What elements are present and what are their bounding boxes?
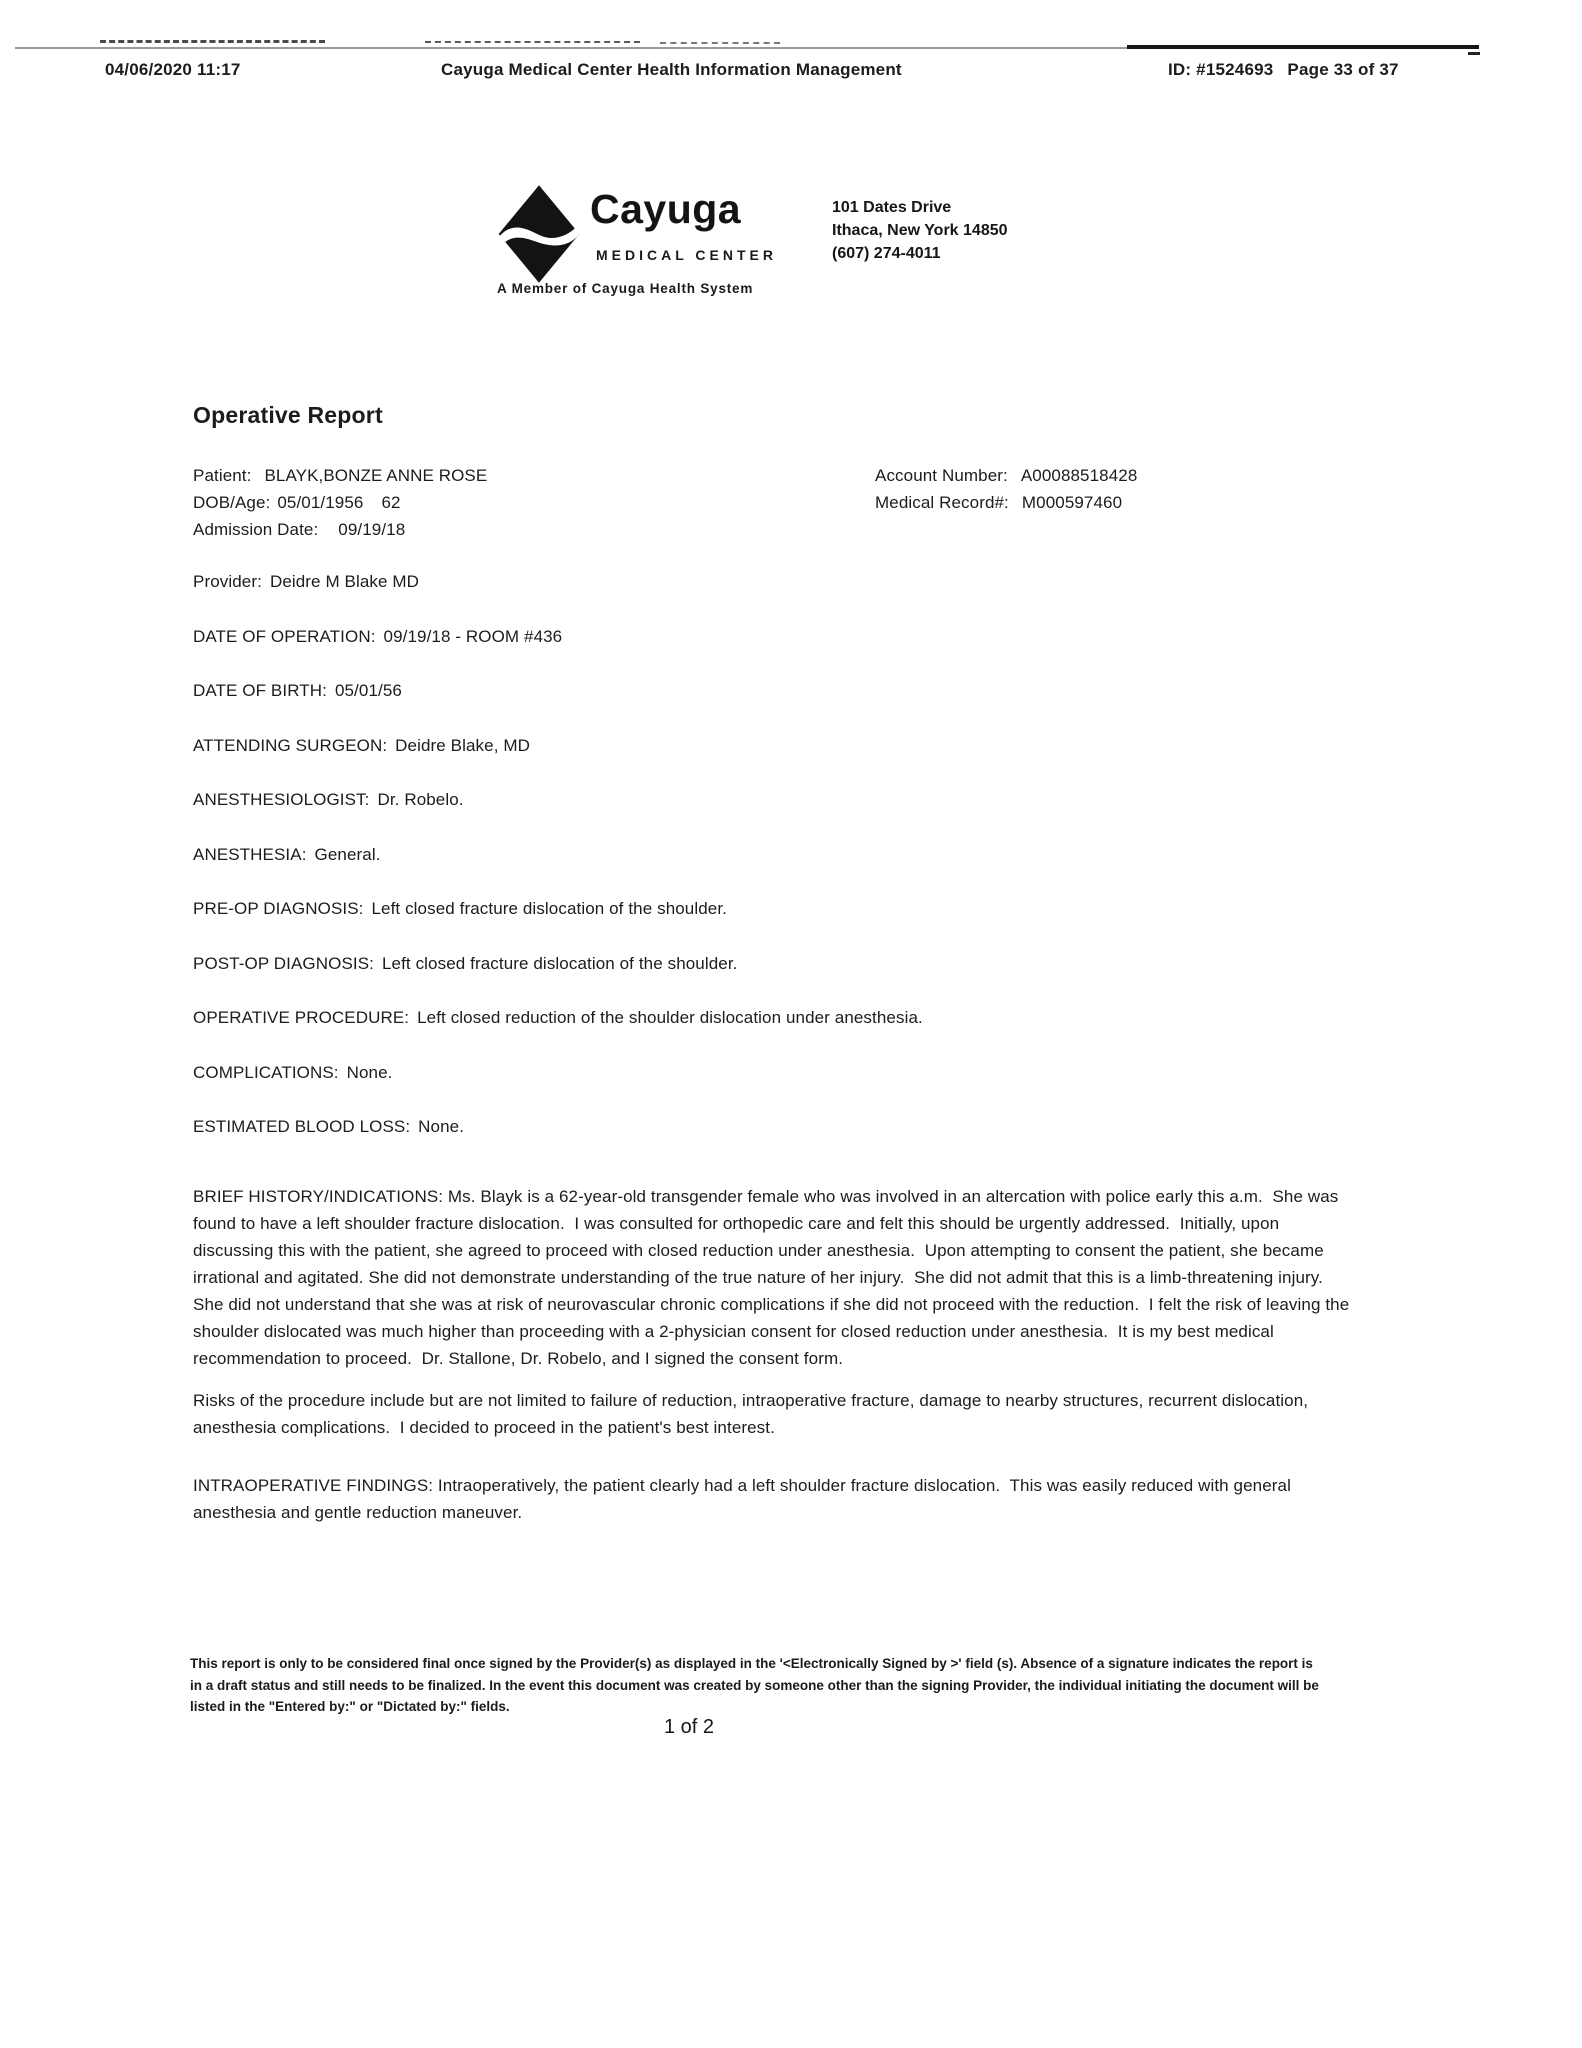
address-line: (607) 274-4011	[832, 245, 941, 262]
age-value: 62	[381, 493, 401, 512]
report-body	[193, 404, 1358, 1541]
field-post-op-diagnosis	[193, 953, 1358, 975]
admission-label: Admission Date:	[193, 520, 319, 539]
scan-artifact-dashes	[425, 41, 640, 43]
field-value: 05/01/56	[334, 681, 402, 700]
field-operative-procedure	[193, 1007, 1358, 1029]
field-label: OPERATIVE PROCEDURE:	[193, 1008, 410, 1027]
field-value: Left closed fracture dislocation of the shoulder.	[371, 899, 727, 918]
account-label: Account Number:	[875, 466, 1008, 485]
scan-center-title: Cayuga Medical Center Health Information Management	[441, 60, 902, 79]
field-anesthesiologist	[193, 789, 1358, 811]
field-date-of-operation	[193, 626, 1358, 648]
field-label: Provider:	[193, 572, 262, 591]
field-value: None.	[418, 1117, 465, 1136]
patient-name: BLAYK,BONZE ANNE ROSE	[264, 466, 488, 485]
field-date-of-birth	[193, 680, 1358, 702]
paragraph-text: Ms. Blayk is a 62-year-old transgender female who was involved in an altercation with police early this a.m. She was found to have a left shoulder fracture dislocation. I was consulted for orthopedic care and felt this should be urgently addressed. Initially, upon discussing this with the patient, she agreed to proceed with closed reduction under anesthesia. Upon attempting to consent the patient, she became irrational and agitated. She did not demonstrate understanding of the true nature of her injury. She did not admit that this is a limb-threatening injury. She did not understand that she was at risk of neurovascular chronic complications if she did not proceed with the reduction. I felt the risk of leaving the shoulder dislocated was much higher than proceeding with a 2-physician consent for closed reduction under anesthesia. It is my best medical recommendation to proceed. Dr. Stallone, Dr. Robelo, and I signed the consent form.	[193, 1187, 1355, 1368]
account-line	[875, 462, 1358, 489]
field-value: 09/19/18 - ROOM #436	[383, 626, 563, 646]
dob-value: 05/01/1956	[277, 493, 364, 512]
mrn-label: Medical Record#:	[875, 493, 1009, 512]
scan-id-page	[1168, 60, 1399, 80]
field-label: DATE OF OPERATION:	[193, 626, 376, 646]
field-pre-op-diagnosis	[193, 898, 1358, 920]
patient-info-left	[193, 462, 875, 543]
field-provider	[193, 571, 1358, 593]
paragraph-intraoperative-findings	[193, 1472, 1358, 1526]
paragraph-label: BRIEF HISTORY/INDICATIONS:	[193, 1187, 444, 1206]
paragraph-brief-history	[193, 1183, 1358, 1372]
patient-line	[193, 462, 875, 489]
patient-label: Patient:	[193, 466, 252, 485]
paragraph-text: Intraoperatively, the patient clearly had a left shoulder fracture dislocation. This was easily reduced with general anesthesia and gentle reduction maneuver.	[193, 1476, 1296, 1522]
field-value: General.	[314, 844, 381, 864]
report-title: Operative Report	[193, 402, 383, 428]
field-value: Left closed reduction of the shoulder dislocation under anesthesia.	[417, 1008, 923, 1027]
account-value: A00088518428	[1020, 466, 1138, 485]
paragraph-text: Risks of the procedure include but are not limited to failure of reduction, intraoperative fracture, damage to nearby structures, recurrent dislocation, anesthesia complications. I decided to proceed in the patient's best interest.	[193, 1391, 1313, 1437]
field-value: None.	[346, 1062, 393, 1082]
field-label: ANESTHESIA:	[193, 844, 307, 864]
page-number: 1 of 2	[664, 1716, 715, 1738]
cayuga-diamond-logo-icon	[497, 182, 581, 286]
letterhead-name: Cayuga	[590, 186, 742, 232]
field-label: DATE OF BIRTH:	[193, 681, 327, 700]
field-label: PRE-OP DIAGNOSIS:	[193, 899, 364, 918]
field-value: Deidre M Blake MD	[269, 572, 420, 591]
paragraph-risks	[193, 1387, 1358, 1441]
scan-artifact-dashes	[100, 40, 325, 43]
address-line: Ithaca, New York 14850	[832, 222, 1008, 239]
page-info: Page 33 of 37	[1287, 60, 1399, 79]
field-estimated-blood-loss	[193, 1116, 1358, 1138]
letterhead-tagline: A Member of Cayuga Health System	[497, 281, 754, 296]
scan-artifact-dashes	[660, 42, 780, 44]
doc-id: ID: #1524693	[1168, 60, 1274, 79]
scan-artifact-line	[1127, 45, 1479, 49]
field-label: ESTIMATED BLOOD LOSS:	[193, 1117, 411, 1136]
field-complications	[193, 1062, 1358, 1084]
field-anesthesia	[193, 844, 1358, 866]
field-label: ANESTHESIOLOGIST:	[193, 790, 370, 809]
scan-timestamp: 04/06/2020 11:17	[105, 60, 241, 79]
paragraph-label: INTRAOPERATIVE FINDINGS:	[193, 1476, 434, 1495]
mrn-value: M000597460	[1021, 493, 1123, 512]
footer-disclaimer: This report is only to be considered final once signed by the Provider(s) as displayed in the '<Electronically Signed by >' field (s). Absence of a signature indicates the report is in a draft status and still needs to be finalized. In the event this document was created by someone other than the signing Provider, the individual initiating the document will be listed in the "Entered by:" or "Dictated by:" fields.	[190, 1656, 1323, 1714]
field-label: POST-OP DIAGNOSIS:	[193, 953, 374, 973]
field-value: Deidre Blake, MD	[395, 735, 530, 755]
address-line: 101 Dates Drive	[832, 199, 952, 216]
dob-age-line	[193, 489, 875, 516]
scan-artifact-line	[15, 47, 1127, 49]
admission-value: 09/19/18	[338, 520, 406, 539]
field-attending-surgeon	[193, 735, 1358, 757]
letterhead-subtitle: MEDICAL CENTER	[596, 247, 777, 263]
dob-label: DOB/Age:	[193, 493, 271, 512]
field-label: ATTENDING SURGEON:	[193, 735, 388, 755]
scan-artifact-dashes	[1468, 52, 1480, 55]
letterhead-address	[832, 196, 1008, 265]
patient-info-right	[875, 462, 1358, 543]
mrn-line	[875, 489, 1358, 516]
field-value: Dr. Robelo.	[377, 790, 464, 809]
admission-line	[193, 516, 875, 543]
field-value: Left closed fracture dislocation of the shoulder.	[381, 953, 738, 973]
patient-info-block	[193, 462, 1358, 543]
field-label: COMPLICATIONS:	[193, 1062, 339, 1082]
